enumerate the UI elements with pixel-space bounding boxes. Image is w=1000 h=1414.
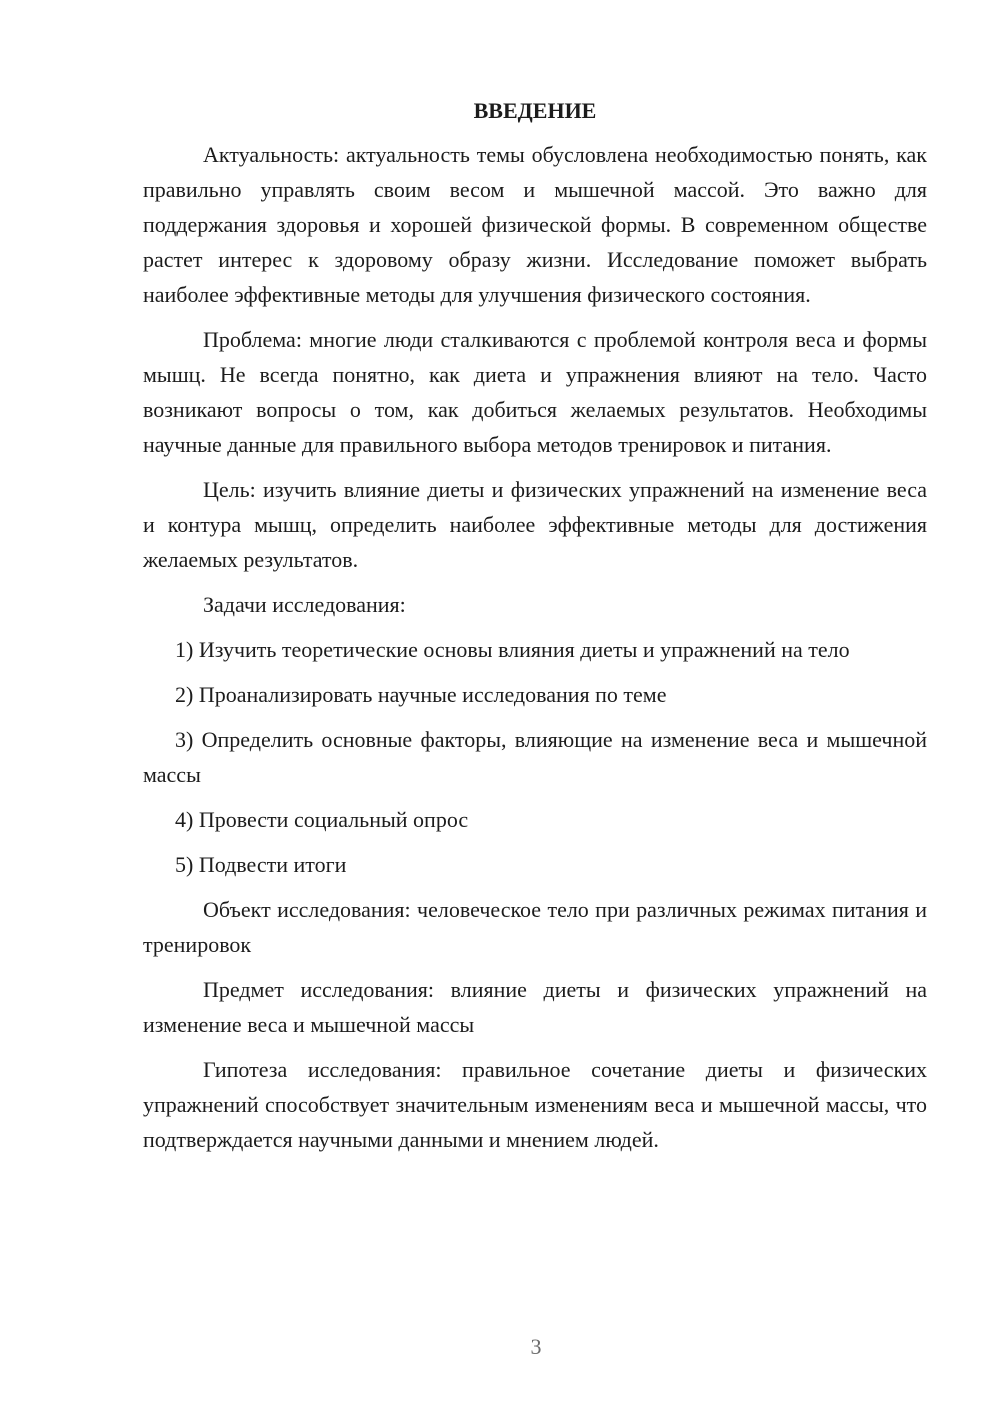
page-content: [143, 95, 927, 1157]
task-item-5: 5) Подвести итоги: [175, 852, 347, 877]
task-item-3: 3) Определить основные факторы, влияющие на изменение веса и мышечной массы: [143, 727, 927, 787]
subject-paragraph: Предмет исследования: влияние диеты и физических упражнений на изменение веса и мышечной массы: [143, 977, 927, 1037]
task-item-4: 4) Провести социальный опрос: [175, 807, 469, 832]
object-paragraph: Объект исследования: человеческое тело при различных режимах питания и тренировок: [143, 897, 927, 957]
hypothesis-paragraph: Гипотеза исследования: правильное сочетание диеты и физических упражнений способствует значительным изменениям веса и мышечной массы, что подтверждается научными данными и мнением людей.: [143, 1057, 927, 1152]
tasks-title: Задачи исследования:: [203, 592, 406, 617]
relevance-paragraph: Актуальность: актуальность темы обусловлена необходимостью понять, как правильно управлять своим весом и мышечной массой. Это важно для поддержания здоровья и хорошей физической формы. В современном обществе растет интерес к здоровому образу жизни. Исследование поможет выбрать наиболее эффективные методы для улучшения физического состояния.: [143, 142, 927, 307]
problem-paragraph: Проблема: многие люди сталкиваются с проблемой контроля веса и формы мышц. Не всегда понятно, как диета и упражнения влияют на тело. Часто возникают вопросы о том, как добиться желаемых результатов. Необходимы научные данные для правильного выбора методов тренировок и питания.: [143, 327, 927, 457]
section-heading: ВВЕДЕНИЕ: [473, 98, 597, 123]
goal-paragraph: Цель: изучить влияние диеты и физических упражнений на изменение веса и контура мышц, определить наиболее эффективные методы для достижения желаемых результатов.: [143, 477, 927, 572]
task-item-1: 1) Изучить теоретические основы влияния диеты и упражнений на тело: [175, 637, 850, 662]
page-number: 3: [530, 1334, 542, 1359]
task-item-2: 2) Проанализировать научные исследования по теме: [175, 682, 667, 707]
